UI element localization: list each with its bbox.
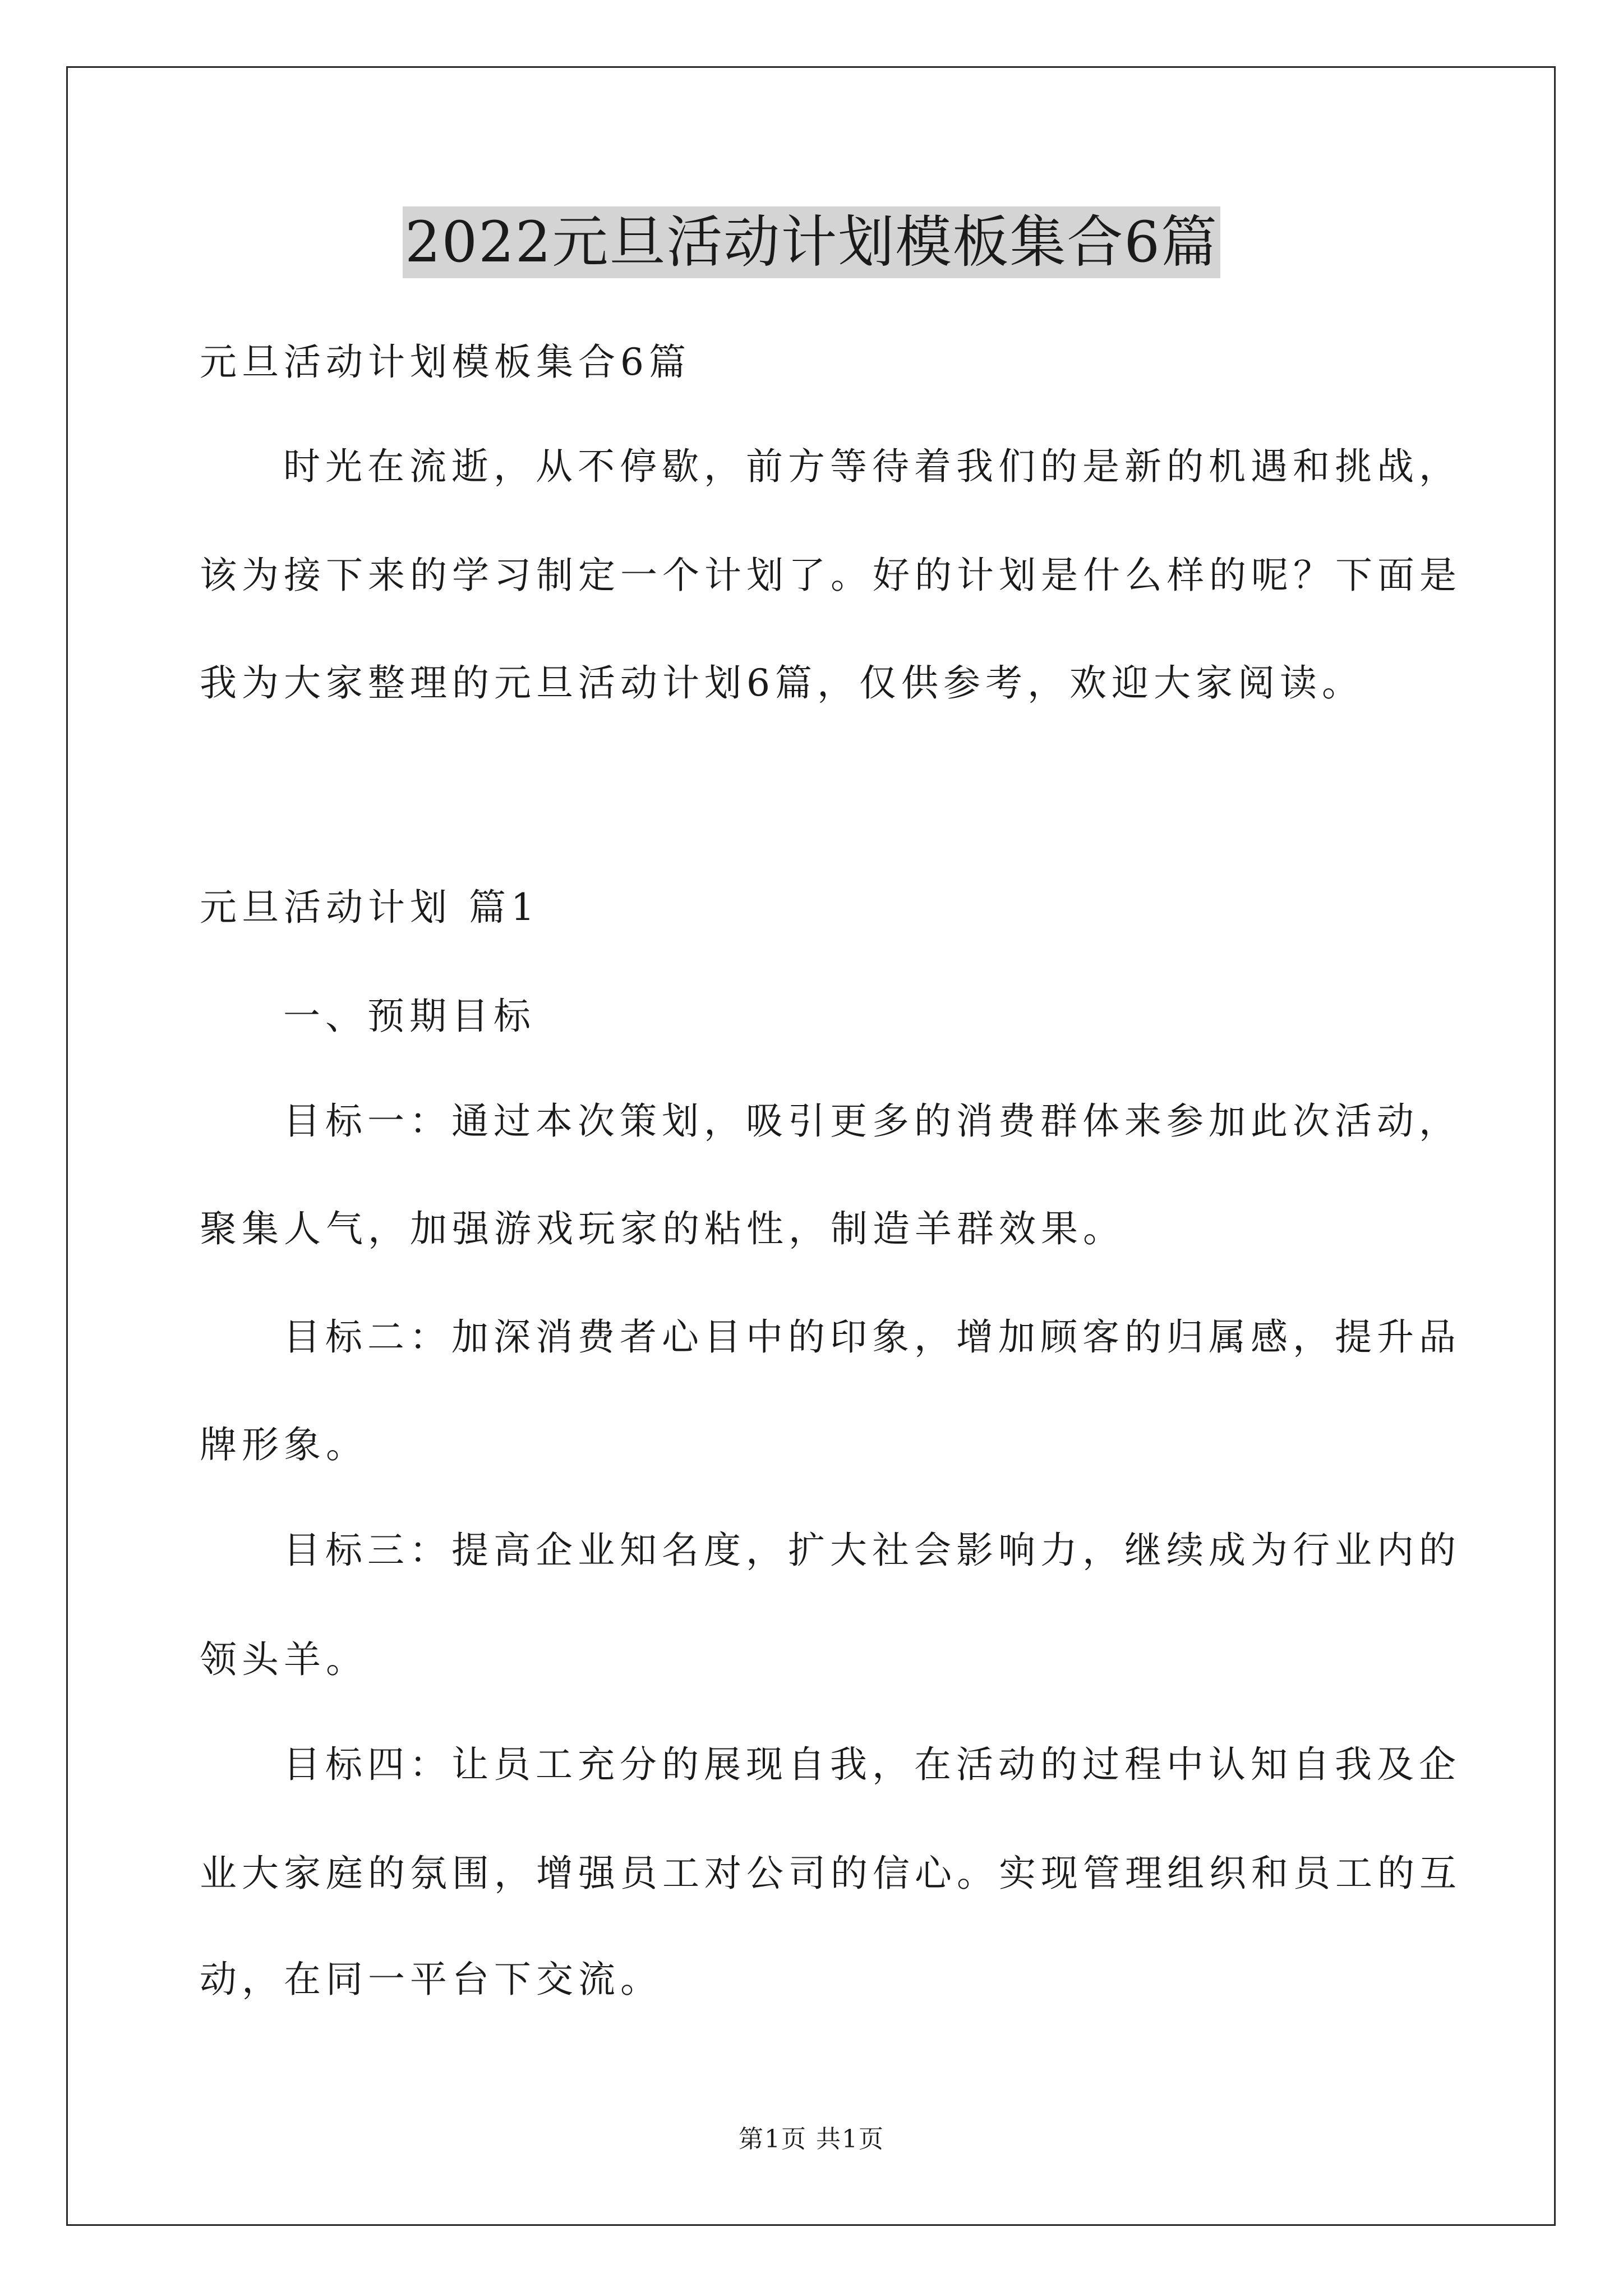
intro-line-1: 时光在流逝，从不停歇，前方等待着我们的是新的机遇和挑战，	[283, 445, 1461, 488]
page-border	[66, 66, 1556, 2226]
goal4-line-3: 动，在同一平台下交流。	[200, 1958, 662, 2001]
goal3-line-2: 领头羊。	[200, 1638, 368, 1681]
goal2-line-1: 目标二：加深消费者心目中的印象，增加顾客的归属感，提升品	[283, 1315, 1461, 1359]
title-container	[0, 206, 1623, 278]
document-title: 2022元旦活动计划模板集合6篇	[403, 206, 1220, 278]
section-subheading: 一、预期目标	[283, 995, 536, 1038]
goal1-line-2: 聚集人气，加强游戏玩家的粘性，制造羊群效果。	[200, 1207, 1125, 1250]
goal4-line-2: 业大家庭的氛围，增强员工对公司的信心。实现管理组织和员工的互	[200, 1852, 1461, 1895]
goal2-line-2: 牌形象。	[200, 1423, 368, 1466]
page-footer: 第1页 共1页	[739, 2125, 884, 2154]
subtitle: 元旦活动计划模板集合6篇	[200, 341, 691, 384]
goal1-line-1: 目标一：通过本次策划，吸引更多的消费群体来参加此次活动，	[283, 1099, 1461, 1143]
intro-line-2: 该为接下来的学习制定一个计划了。好的计划是什么样的呢？下面是	[200, 554, 1461, 597]
goal3-line-1: 目标三：提高企业知名度，扩大社会影响力，继续成为行业内的	[283, 1529, 1461, 1572]
section-heading: 元旦活动计划 篇1	[200, 886, 540, 929]
goal4-line-1: 目标四：让员工充分的展现自我，在活动的过程中认知自我及企	[283, 1743, 1461, 1786]
intro-line-3: 我为大家整理的元旦活动计划6篇，仅供参考，欢迎大家阅读。	[200, 661, 1364, 705]
